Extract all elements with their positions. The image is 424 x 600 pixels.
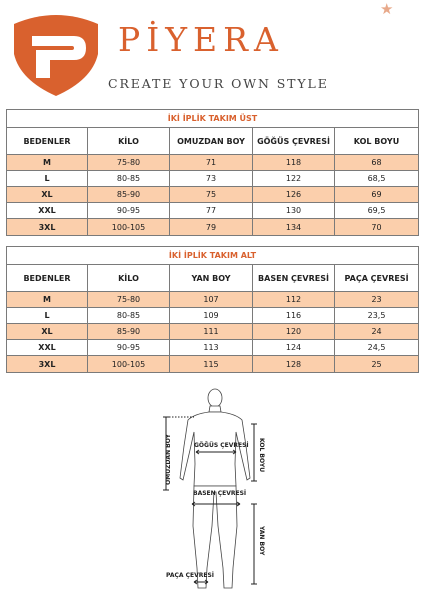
- column-header: BASEN ÇEVRESİ: [253, 265, 335, 292]
- table-cell: 126: [253, 187, 335, 203]
- brand-name: PİYERA: [118, 20, 284, 59]
- table-cell: 80-85: [88, 171, 170, 187]
- table-cell: 134: [253, 219, 335, 236]
- bottom-size-table: [6, 246, 419, 373]
- star-icon: ★: [380, 0, 394, 18]
- column-header: PAÇA ÇEVRESİ: [335, 265, 419, 292]
- top-table-title: İKİ İPLİK TAKIM ÜST: [7, 110, 419, 128]
- table-cell: 80-85: [88, 308, 170, 324]
- table-cell: 85-90: [88, 324, 170, 340]
- table-cell: 24,5: [335, 340, 419, 356]
- table-cell: 109: [170, 308, 253, 324]
- table-cell: 90-95: [88, 203, 170, 219]
- size-cell: L: [7, 171, 88, 187]
- bottom-table-title: İKİ İPLİK TAKIM ALT: [7, 247, 419, 265]
- brand-logo-icon: [10, 10, 102, 98]
- table-cell: 85-90: [88, 187, 170, 203]
- column-header: BEDENLER: [7, 265, 88, 292]
- size-cell: XXL: [7, 203, 88, 219]
- column-header: OMUZDAN BOY: [170, 128, 253, 155]
- table-cell: 124: [253, 340, 335, 356]
- table-row: [7, 340, 419, 356]
- table-cell: 100-105: [88, 219, 170, 236]
- column-header: YAN BOY: [170, 265, 253, 292]
- size-cell: M: [7, 292, 88, 308]
- table-cell: 79: [170, 219, 253, 236]
- table-row: [7, 171, 419, 187]
- shoulder-length-label: OMUZDAN BOY: [165, 434, 172, 485]
- table-row: [7, 324, 419, 340]
- table-cell: 100-105: [88, 356, 170, 373]
- column-header: GÖĞÜS ÇEVRESİ: [253, 128, 335, 155]
- table-cell: 73: [170, 171, 253, 187]
- size-cell: XL: [7, 324, 88, 340]
- table-cell: 111: [170, 324, 253, 340]
- table-cell: 118: [253, 155, 335, 171]
- hip-measure-label: BASEN ÇEVRESİ: [193, 490, 247, 497]
- table-cell: 71: [170, 155, 253, 171]
- column-header: BEDENLER: [7, 128, 88, 155]
- table-cell: 68: [335, 155, 419, 171]
- table-cell: 130: [253, 203, 335, 219]
- side-length-label: YAN BOY: [258, 526, 265, 556]
- table-row: [7, 292, 419, 308]
- size-cell: L: [7, 308, 88, 324]
- hem-measure-label: PAÇA ÇEVRESİ: [166, 572, 215, 579]
- table-row: [7, 356, 419, 373]
- table-cell: 122: [253, 171, 335, 187]
- table-cell: 115: [170, 356, 253, 373]
- table-cell: 90-95: [88, 340, 170, 356]
- sleeve-length-label: KOL BOYU: [258, 438, 265, 473]
- size-cell: XL: [7, 187, 88, 203]
- table-row: [7, 203, 419, 219]
- table-cell: 128: [253, 356, 335, 373]
- table-cell: 69,5: [335, 203, 419, 219]
- table-cell: 23: [335, 292, 419, 308]
- table-cell: 25: [335, 356, 419, 373]
- table-cell: 107: [170, 292, 253, 308]
- size-cell: M: [7, 155, 88, 171]
- size-cell: 3XL: [7, 219, 88, 236]
- column-header: KİLO: [88, 128, 170, 155]
- top-size-table: [6, 109, 419, 236]
- table-cell: 70: [335, 219, 419, 236]
- table-row: [7, 187, 419, 203]
- table-cell: 23,5: [335, 308, 419, 324]
- chest-measure-label: GÖĞÜS ÇEVRESİ: [194, 442, 249, 449]
- table-cell: 113: [170, 340, 253, 356]
- table-cell: 116: [253, 308, 335, 324]
- table-cell: 75: [170, 187, 253, 203]
- table-cell: 68,5: [335, 171, 419, 187]
- size-cell: 3XL: [7, 356, 88, 373]
- table-cell: 24: [335, 324, 419, 340]
- table-cell: 69: [335, 187, 419, 203]
- size-cell: XXL: [7, 340, 88, 356]
- table-cell: 77: [170, 203, 253, 219]
- table-cell: 112: [253, 292, 335, 308]
- header: [0, 0, 424, 100]
- table-cell: 75-80: [88, 155, 170, 171]
- brand-tagline: CREATE YOUR OWN STYLE: [108, 76, 329, 91]
- table-row: [7, 308, 419, 324]
- table-row: [7, 155, 419, 171]
- measurement-figure: [150, 386, 280, 598]
- table-cell: 120: [253, 324, 335, 340]
- table-cell: 75-80: [88, 292, 170, 308]
- column-header: KOL BOYU: [335, 128, 419, 155]
- table-row: [7, 219, 419, 236]
- column-header: KİLO: [88, 265, 170, 292]
